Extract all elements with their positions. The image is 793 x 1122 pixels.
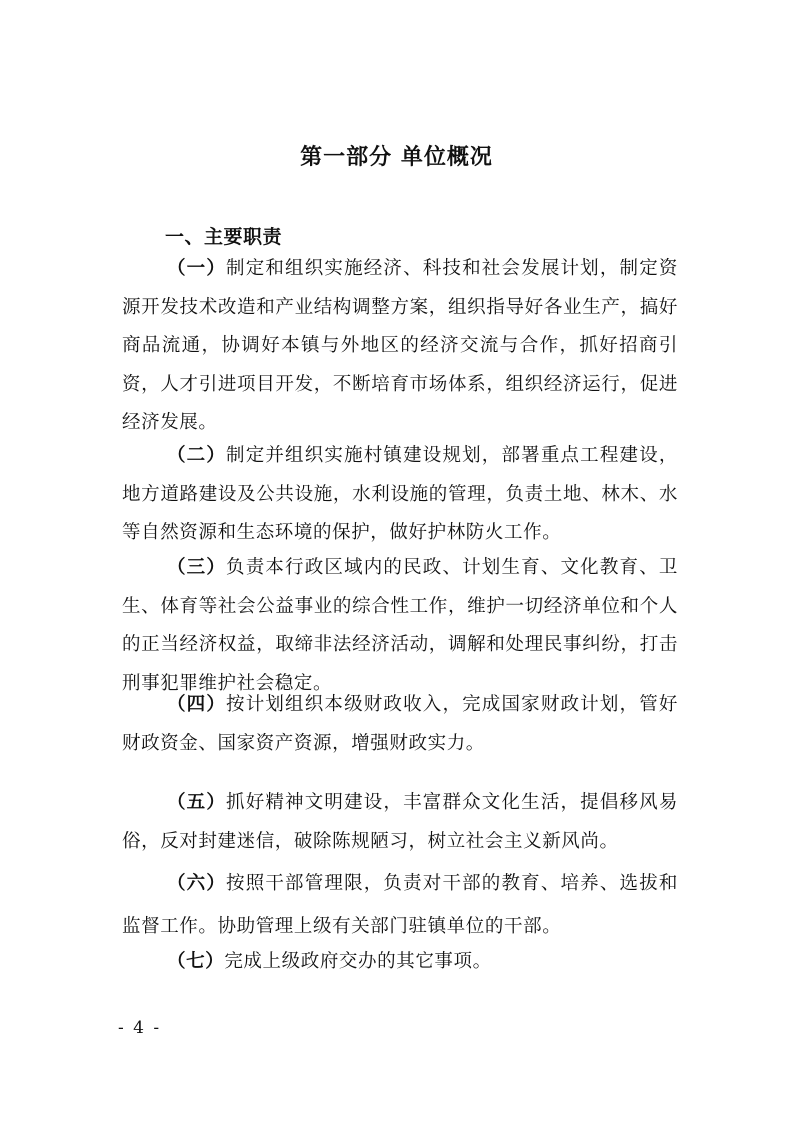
duty-paragraph-6: [122, 862, 678, 948]
paragraph-number: （二）: [167, 445, 227, 466]
paragraph-text: 制定并组织实施村镇建设规划，部署重点工程建设，地方道路建设及公共设施，水利设施的管理，负责土地、林木、水等自然资源和生态环境的保护，做好护林防火工作。: [122, 445, 678, 543]
paragraph-text: 按照干部管理限，负责对干部的教育、培养、选拔和监督工作。协助管理上级有关部门驻镇单位的干部。: [122, 873, 678, 937]
paragraph-text: 负责本行政区域内的民政、计划生育、文化教育、卫 生、体育等社会公益事业的综合性工作，维护一切经济单位和个人的正当经济权益，取缔非法经济活动，调解和处理民事纠纷，打击刑事犯罪维护社会稳定。: [122, 557, 698, 694]
paragraph-text: 抓好精神文明建设，丰富群众文化生活，提倡移风易俗，反对封建迷信，破除陈规陋习，树立社会主义新风尚。: [122, 792, 678, 852]
paragraph-text: 完成上级政府交办的其它事项。: [224, 951, 492, 972]
paragraph-number: （六）: [167, 873, 227, 894]
paragraph-text: 按计划组织本级财政收入，完成国家财政计划，管好财政资金、国家资产资源，增强财政实力。: [122, 694, 678, 754]
duty-paragraph-1: [122, 250, 678, 443]
paragraph-number: （一）: [167, 258, 227, 279]
duty-paragraph-3: [122, 549, 698, 703]
duty-paragraph-7: [122, 943, 678, 982]
paragraph-number: （三）: [167, 557, 227, 578]
section-heading: 一、主要职责: [165, 226, 283, 248]
paragraph-number: （五）: [167, 792, 227, 813]
duty-paragraph-4: [122, 686, 678, 763]
paragraph-text: 制定和组织实施经济、科技和社会发展计划，制定资源开发技术改造和产业结构调整方案，组织指导好各业生产，搞好商品流通，协调好本镇与外地区的经济交流与合作，抓好招商引资，人才引进项目开发，不断培育市场体系，组织经济运行，促进经济发展。: [122, 258, 678, 433]
duty-paragraph-5: [122, 784, 678, 861]
paragraph-number: （七）: [167, 951, 225, 972]
page-title: 第一部分 单位概况: [300, 145, 493, 170]
duty-paragraph-2: [122, 437, 678, 553]
paragraph-number: （四）: [167, 694, 227, 715]
page-number: - 4 -: [118, 1018, 162, 1038]
